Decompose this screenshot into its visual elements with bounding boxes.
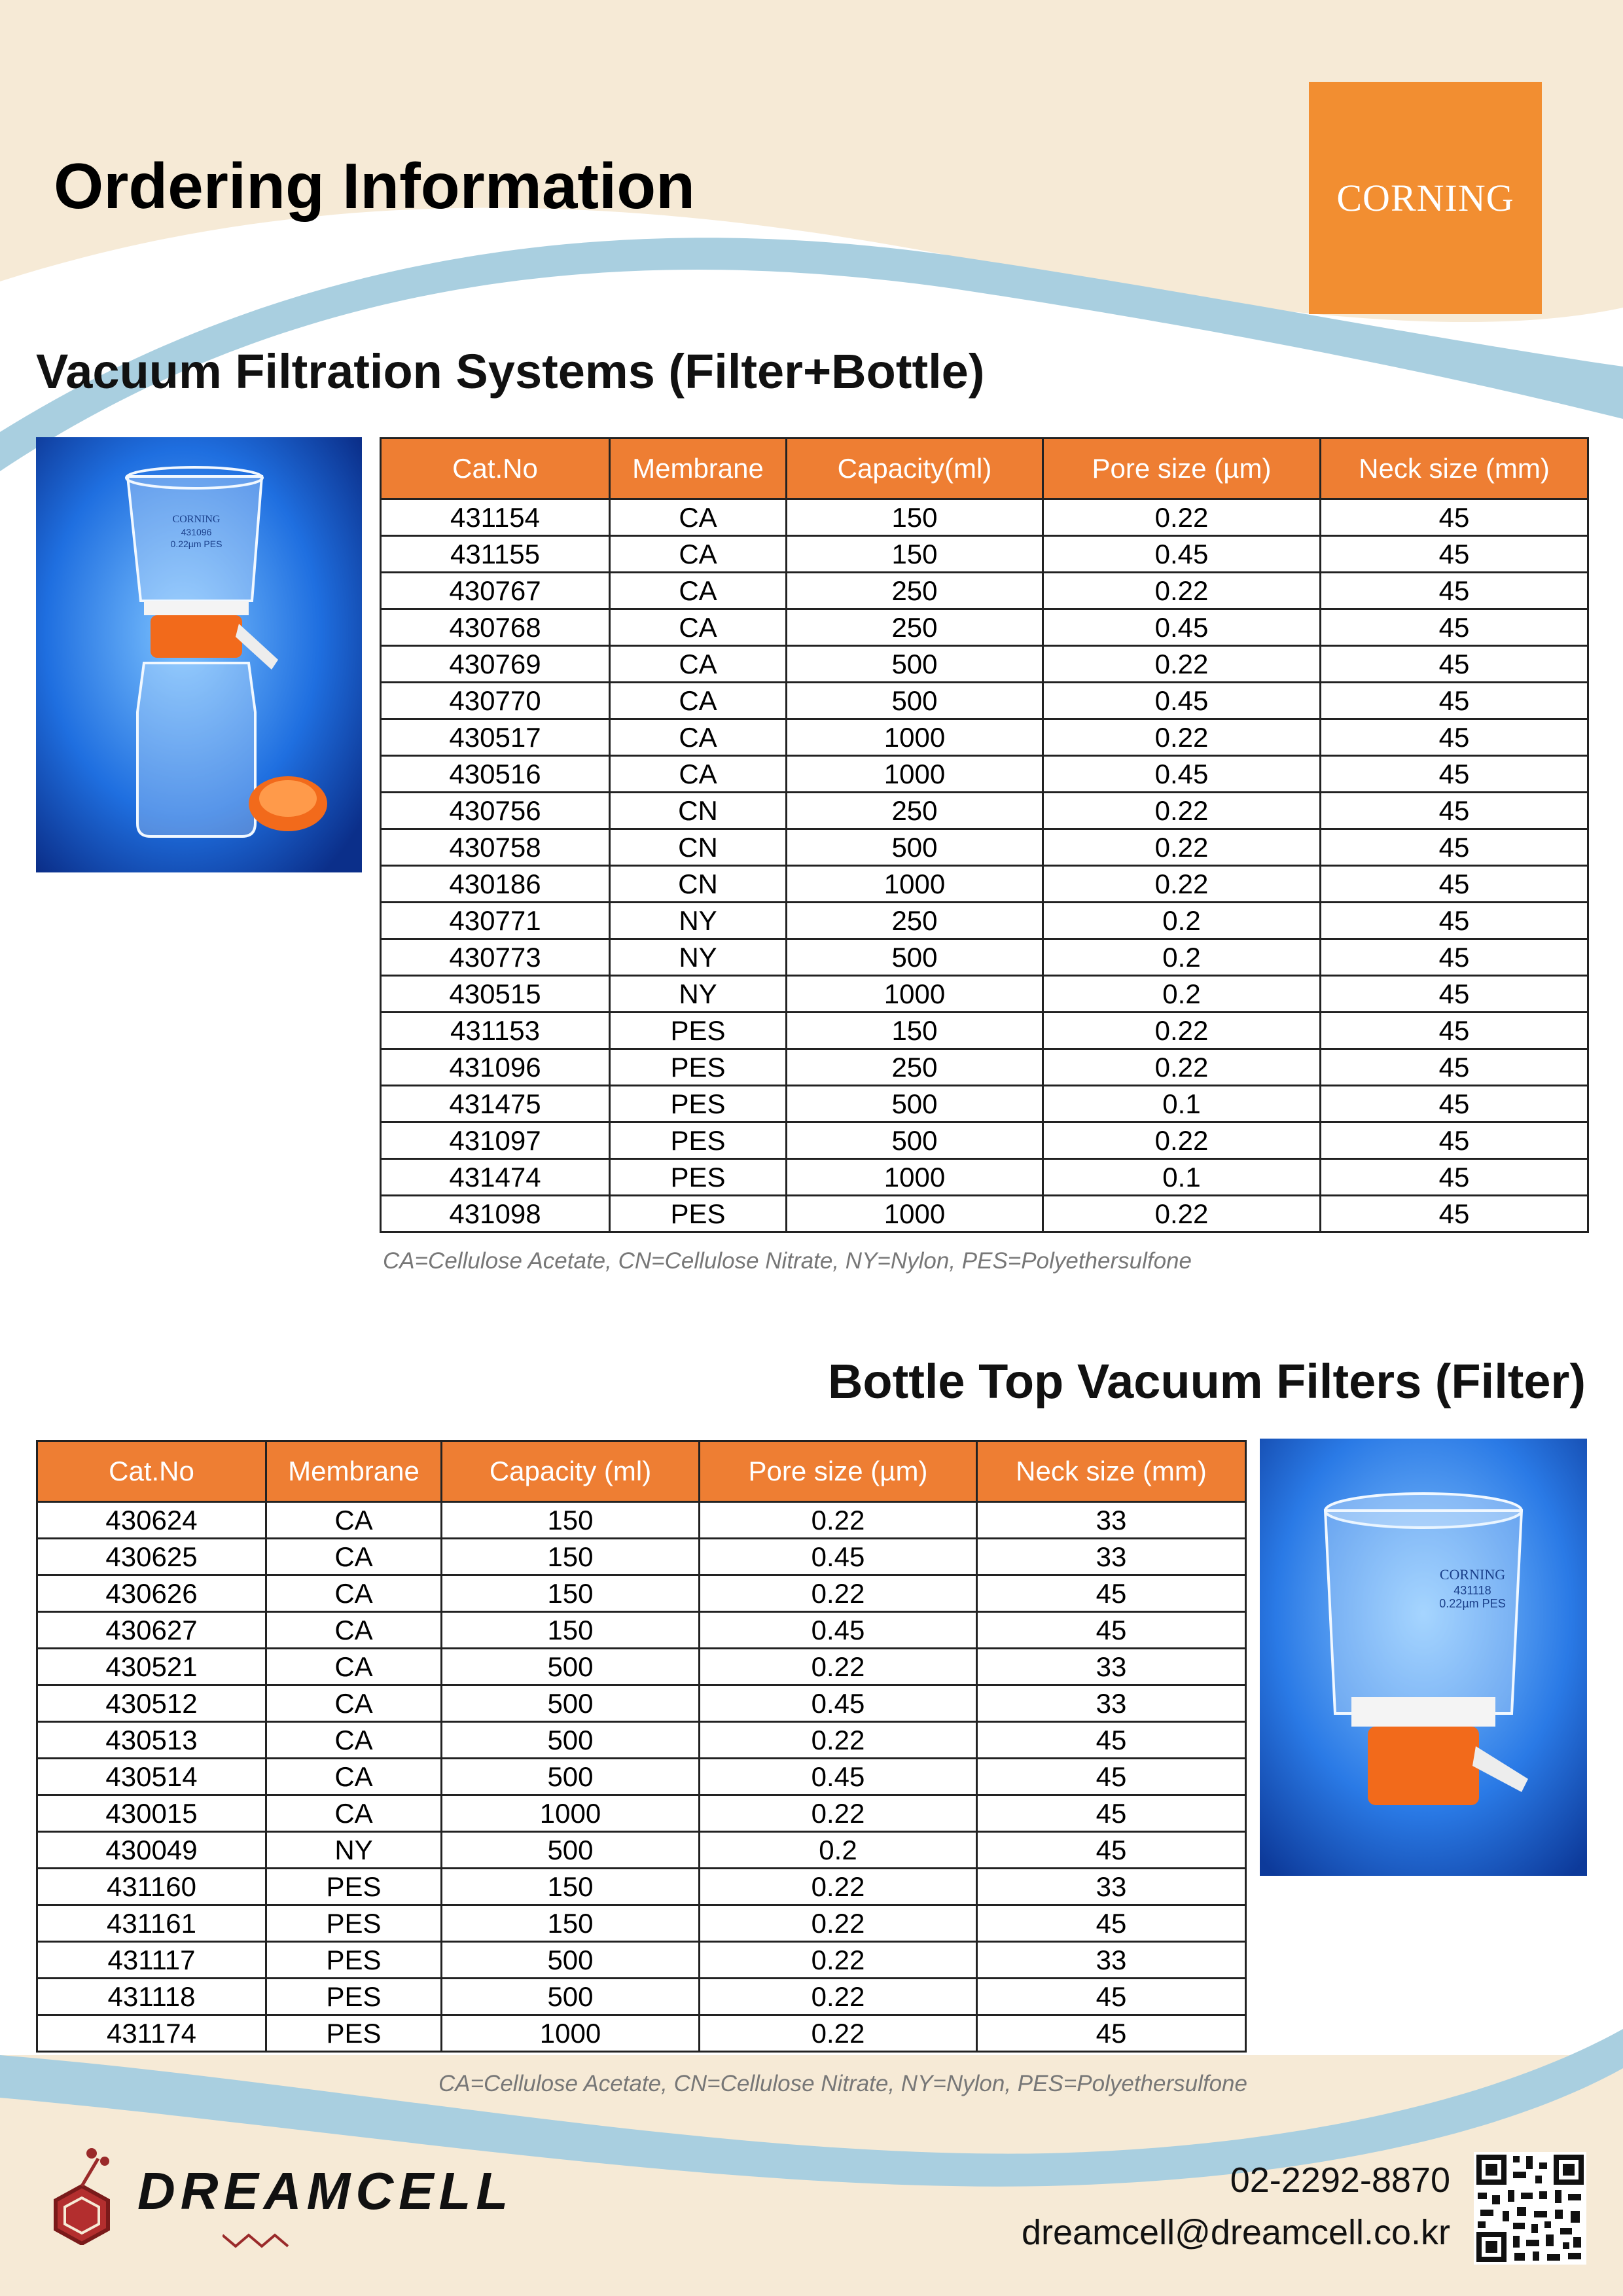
- table-cell: 150: [442, 1905, 700, 1942]
- table-cell: 1000: [787, 1159, 1043, 1196]
- chain-decoration: [223, 2232, 294, 2251]
- membrane-legend-note: CA=Cellulose Acetate, CN=Cellulose Nitrate, NY=Nylon, PES=Polyethersulfone: [383, 1248, 1192, 1274]
- table-row: [37, 1869, 1246, 1905]
- table-cell: CN: [610, 866, 787, 903]
- table-cell: 45: [1321, 1049, 1588, 1086]
- table-cell: PES: [610, 1049, 787, 1086]
- bottle-top-filter-photo: [1260, 1439, 1587, 1876]
- table-row: [381, 573, 1588, 609]
- table-cell: 45: [977, 1905, 1246, 1942]
- table-row: [37, 1685, 1246, 1722]
- table-cell: 430624: [37, 1502, 266, 1539]
- table-cell: PES: [610, 1086, 787, 1122]
- table-cell: CA: [610, 719, 787, 756]
- table-cell: 0.2: [700, 1832, 977, 1869]
- table-cell: 45: [1321, 793, 1588, 829]
- table-cell: 0.22: [1043, 1049, 1321, 1086]
- table-cell: 500: [442, 1685, 700, 1722]
- table-cell: 250: [787, 1049, 1043, 1086]
- table-cell: 431161: [37, 1905, 266, 1942]
- table-row: [381, 829, 1588, 866]
- table-cell: 45: [1321, 1159, 1588, 1196]
- table-row: [381, 646, 1588, 683]
- table-cell: 45: [977, 1759, 1246, 1795]
- table-cell: 430049: [37, 1832, 266, 1869]
- table-row: [381, 683, 1588, 719]
- table-row: [37, 1979, 1246, 2015]
- table-cell: 500: [787, 829, 1043, 866]
- table-row: [37, 1612, 1246, 1649]
- table-cell: 430521: [37, 1649, 266, 1685]
- table-cell: CA: [266, 1685, 442, 1722]
- table-cell: 45: [977, 2015, 1246, 2052]
- table-cell: 0.1: [1043, 1086, 1321, 1122]
- column-header: Membrane: [610, 439, 787, 499]
- table-cell: 431118: [37, 1979, 266, 2015]
- table-row: [381, 903, 1588, 939]
- table-cell: 0.45: [1043, 683, 1321, 719]
- qr-code-icon[interactable]: [1474, 2152, 1586, 2265]
- table-cell: 0.22: [1043, 499, 1321, 536]
- table-row: [381, 1049, 1588, 1086]
- table-row: [37, 1905, 1246, 1942]
- photo1-brand: CORNING: [172, 514, 221, 525]
- table-cell: 33: [977, 1869, 1246, 1905]
- table-cell: 33: [977, 1539, 1246, 1575]
- table-row: [381, 939, 1588, 976]
- photo1-spec: 0.22µm PES: [170, 539, 223, 549]
- table-row: [381, 1196, 1588, 1232]
- table-cell: 430768: [381, 609, 610, 646]
- table-cell: 150: [787, 1013, 1043, 1049]
- email-address[interactable]: dreamcell@dreamcell.co.kr: [1021, 2213, 1450, 2252]
- table-cell: NY: [266, 1832, 442, 1869]
- table-cell: 0.22: [1043, 829, 1321, 866]
- table-cell: 0.45: [1043, 756, 1321, 793]
- table-cell: 0.22: [700, 1575, 977, 1612]
- table-cell: 431474: [381, 1159, 610, 1196]
- table-cell: 500: [787, 646, 1043, 683]
- table-cell: CA: [610, 756, 787, 793]
- table-cell: 150: [442, 1539, 700, 1575]
- table-cell: CA: [266, 1575, 442, 1612]
- table-row: [381, 609, 1588, 646]
- table-cell: 0.2: [1043, 976, 1321, 1013]
- table-cell: 0.22: [1043, 793, 1321, 829]
- column-header: Capacity(ml): [787, 439, 1043, 499]
- table-cell: 430773: [381, 939, 610, 976]
- table-cell: PES: [610, 1013, 787, 1049]
- table-cell: 0.22: [700, 1722, 977, 1759]
- table-cell: 430770: [381, 683, 610, 719]
- table-cell: CA: [610, 646, 787, 683]
- table-cell: 45: [1321, 756, 1588, 793]
- column-header: Pore size (µm): [1043, 439, 1321, 499]
- table-row: [37, 2015, 1246, 2052]
- table-cell: 150: [442, 1502, 700, 1539]
- table-cell: 45: [1321, 976, 1588, 1013]
- table-cell: 250: [787, 609, 1043, 646]
- table-cell: 45: [1321, 1086, 1588, 1122]
- table-cell: 0.22: [700, 1795, 977, 1832]
- table-row: [381, 719, 1588, 756]
- table-cell: 431098: [381, 1196, 610, 1232]
- table-cell: CA: [610, 609, 787, 646]
- table-cell: 150: [787, 499, 1043, 536]
- table-cell: 430756: [381, 793, 610, 829]
- column-header: Cat.No: [381, 439, 610, 499]
- table-cell: 45: [1321, 573, 1588, 609]
- table-cell: 0.22: [1043, 646, 1321, 683]
- table-cell: 0.22: [1043, 573, 1321, 609]
- table-cell: 431117: [37, 1942, 266, 1979]
- table-row: [381, 536, 1588, 573]
- table-cell: 500: [442, 1942, 700, 1979]
- table-header-row: [37, 1441, 1246, 1502]
- table-cell: CA: [266, 1539, 442, 1575]
- table-cell: 45: [1321, 683, 1588, 719]
- table-cell: 250: [787, 903, 1043, 939]
- table-cell: 150: [442, 1869, 700, 1905]
- table-cell: 0.45: [1043, 609, 1321, 646]
- table-cell: 45: [977, 1612, 1246, 1649]
- table-cell: CA: [610, 683, 787, 719]
- table-row: [381, 756, 1588, 793]
- table-cell: 0.45: [1043, 536, 1321, 573]
- table-cell: 45: [1321, 1122, 1588, 1159]
- section2-title: Bottle Top Vacuum Filters (Filter): [827, 1354, 1586, 1408]
- table-cell: 430769: [381, 646, 610, 683]
- table-cell: CA: [266, 1502, 442, 1539]
- photo2-brand: CORNING: [1439, 1566, 1506, 1583]
- column-header: Neck size (mm): [977, 1441, 1246, 1502]
- table-cell: PES: [266, 2015, 442, 2052]
- table-cell: 45: [1321, 646, 1588, 683]
- table-cell: PES: [266, 1905, 442, 1942]
- table-cell: 1000: [442, 2015, 700, 2052]
- table-row: [37, 1575, 1246, 1612]
- table-cell: CA: [266, 1612, 442, 1649]
- table-row: [381, 1122, 1588, 1159]
- table-cell: 45: [977, 1722, 1246, 1759]
- table-cell: 431475: [381, 1086, 610, 1122]
- table-cell: 430771: [381, 903, 610, 939]
- table-cell: PES: [610, 1122, 787, 1159]
- table-row: [381, 1159, 1588, 1196]
- bottle-top-filter-table: [36, 1440, 1247, 2053]
- table-cell: 430767: [381, 573, 610, 609]
- table-cell: 0.22: [1043, 1013, 1321, 1049]
- table-row: [37, 1649, 1246, 1685]
- table-cell: 500: [442, 1832, 700, 1869]
- table-cell: CA: [610, 499, 787, 536]
- column-header: Capacity (ml): [442, 1441, 700, 1502]
- table-cell: 430626: [37, 1575, 266, 1612]
- table-cell: 0.2: [1043, 903, 1321, 939]
- table-cell: CN: [610, 793, 787, 829]
- table-cell: CA: [266, 1795, 442, 1832]
- corning-logo: [1309, 82, 1542, 314]
- table-row: [37, 1502, 1246, 1539]
- table-cell: 0.45: [700, 1612, 977, 1649]
- table-cell: 45: [1321, 829, 1588, 866]
- table-cell: 0.22: [700, 1502, 977, 1539]
- table-row: [37, 1832, 1246, 1869]
- vacuum-filtration-table: [380, 437, 1589, 1233]
- table-row: [37, 1722, 1246, 1759]
- table-cell: 0.45: [700, 1759, 977, 1795]
- column-header: Membrane: [266, 1441, 442, 1502]
- table-cell: 150: [787, 536, 1043, 573]
- table-cell: 1000: [442, 1795, 700, 1832]
- table-cell: 0.22: [700, 2015, 977, 2052]
- table-cell: 0.2: [1043, 939, 1321, 976]
- table-cell: 45: [1321, 1013, 1588, 1049]
- table-cell: 430512: [37, 1685, 266, 1722]
- filter-bottle-photo: [36, 437, 362, 872]
- table-row: [37, 1539, 1246, 1575]
- logo-text: CORNING: [1336, 177, 1514, 219]
- table-cell: 431160: [37, 1869, 266, 1905]
- table-cell: 430625: [37, 1539, 266, 1575]
- table-cell: CA: [610, 573, 787, 609]
- table-row: [37, 1759, 1246, 1795]
- table-cell: 430015: [37, 1795, 266, 1832]
- table-row: [381, 976, 1588, 1013]
- table-cell: 0.22: [700, 1649, 977, 1685]
- table-cell: 0.45: [700, 1685, 977, 1722]
- table-cell: 430514: [37, 1759, 266, 1795]
- column-header: Pore size (µm): [700, 1441, 977, 1502]
- table-cell: 0.45: [700, 1539, 977, 1575]
- table-cell: 500: [442, 1979, 700, 2015]
- table-row: [381, 499, 1588, 536]
- table-cell: 430516: [381, 756, 610, 793]
- table-cell: 0.22: [700, 1869, 977, 1905]
- table-cell: 431174: [37, 2015, 266, 2052]
- table-cell: 0.22: [1043, 866, 1321, 903]
- table-cell: 1000: [787, 719, 1043, 756]
- table-cell: 431097: [381, 1122, 610, 1159]
- table-cell: 500: [787, 1086, 1043, 1122]
- molecule-logo-icon: [36, 2147, 141, 2245]
- table-cell: 431154: [381, 499, 610, 536]
- page-title: Ordering Information: [54, 150, 695, 222]
- table-cell: 45: [1321, 903, 1588, 939]
- table-cell: 0.1: [1043, 1159, 1321, 1196]
- table-cell: 33: [977, 1685, 1246, 1722]
- table-cell: 431096: [381, 1049, 610, 1086]
- table-cell: 45: [1321, 1196, 1588, 1232]
- table-cell: 500: [787, 939, 1043, 976]
- photo2-code: 431118: [1454, 1584, 1491, 1597]
- table-cell: CA: [610, 536, 787, 573]
- table-cell: 250: [787, 573, 1043, 609]
- table-cell: CN: [610, 829, 787, 866]
- table-cell: 500: [442, 1649, 700, 1685]
- table-cell: 1000: [787, 756, 1043, 793]
- table-cell: 500: [442, 1722, 700, 1759]
- table-cell: PES: [266, 1979, 442, 2015]
- table-cell: 0.22: [700, 1979, 977, 2015]
- table-row: [381, 793, 1588, 829]
- table-cell: PES: [266, 1942, 442, 1979]
- table-row: [381, 866, 1588, 903]
- table-cell: 500: [787, 683, 1043, 719]
- table-cell: 150: [442, 1612, 700, 1649]
- table-cell: 0.22: [1043, 1196, 1321, 1232]
- table-cell: CA: [266, 1759, 442, 1795]
- table-cell: PES: [266, 1869, 442, 1905]
- table-cell: 0.22: [700, 1905, 977, 1942]
- table-cell: 500: [787, 1122, 1043, 1159]
- table-cell: 45: [1321, 499, 1588, 536]
- table-cell: 430513: [37, 1722, 266, 1759]
- table-cell: 430517: [381, 719, 610, 756]
- table-cell: NY: [610, 903, 787, 939]
- table-cell: 500: [442, 1759, 700, 1795]
- phone-number[interactable]: 02-2292-8870: [1230, 2161, 1450, 2200]
- table-cell: 0.22: [1043, 719, 1321, 756]
- table-cell: 150: [442, 1575, 700, 1612]
- table-cell: 45: [1321, 609, 1588, 646]
- table-row: [37, 1942, 1246, 1979]
- column-header: Cat.No: [37, 1441, 266, 1502]
- table-cell: 45: [1321, 536, 1588, 573]
- table-cell: 45: [977, 1795, 1246, 1832]
- table-row: [37, 1795, 1246, 1832]
- table-cell: 1000: [787, 976, 1043, 1013]
- table-cell: 431153: [381, 1013, 610, 1049]
- table-cell: 45: [977, 1575, 1246, 1612]
- photo1-code: 431096: [181, 527, 212, 537]
- table-row: [381, 1013, 1588, 1049]
- table-cell: 45: [1321, 939, 1588, 976]
- table-cell: 33: [977, 1502, 1246, 1539]
- table-cell: 33: [977, 1942, 1246, 1979]
- table-cell: 33: [977, 1649, 1246, 1685]
- table-cell: 45: [1321, 719, 1588, 756]
- table-cell: 430515: [381, 976, 610, 1013]
- table-cell: CA: [266, 1649, 442, 1685]
- table-cell: 430627: [37, 1612, 266, 1649]
- table-cell: NY: [610, 976, 787, 1013]
- table-cell: NY: [610, 939, 787, 976]
- column-header: Neck size (mm): [1321, 439, 1588, 499]
- section1-title: Vacuum Filtration Systems (Filter+Bottle): [36, 344, 985, 399]
- table-header-row: [381, 439, 1588, 499]
- photo2-spec: 0.22µm PES: [1439, 1597, 1506, 1610]
- table-cell: 0.22: [1043, 1122, 1321, 1159]
- table-cell: 45: [977, 1832, 1246, 1869]
- membrane-legend-note-2: CA=Cellulose Acetate, CN=Cellulose Nitrate, NY=Nylon, PES=Polyethersulfone: [438, 2071, 1247, 2096]
- table-cell: 430186: [381, 866, 610, 903]
- table-cell: 45: [1321, 866, 1588, 903]
- table-cell: 250: [787, 793, 1043, 829]
- table-cell: 45: [977, 1979, 1246, 2015]
- table-cell: 0.22: [700, 1942, 977, 1979]
- table-cell: PES: [610, 1196, 787, 1232]
- table-row: [381, 1086, 1588, 1122]
- table-cell: 1000: [787, 1196, 1043, 1232]
- table-cell: PES: [610, 1159, 787, 1196]
- dreamcell-brand: DREAMCELL: [137, 2162, 514, 2220]
- table-cell: CA: [266, 1722, 442, 1759]
- table-cell: 431155: [381, 536, 610, 573]
- table-cell: 430758: [381, 829, 610, 866]
- table-cell: 1000: [787, 866, 1043, 903]
